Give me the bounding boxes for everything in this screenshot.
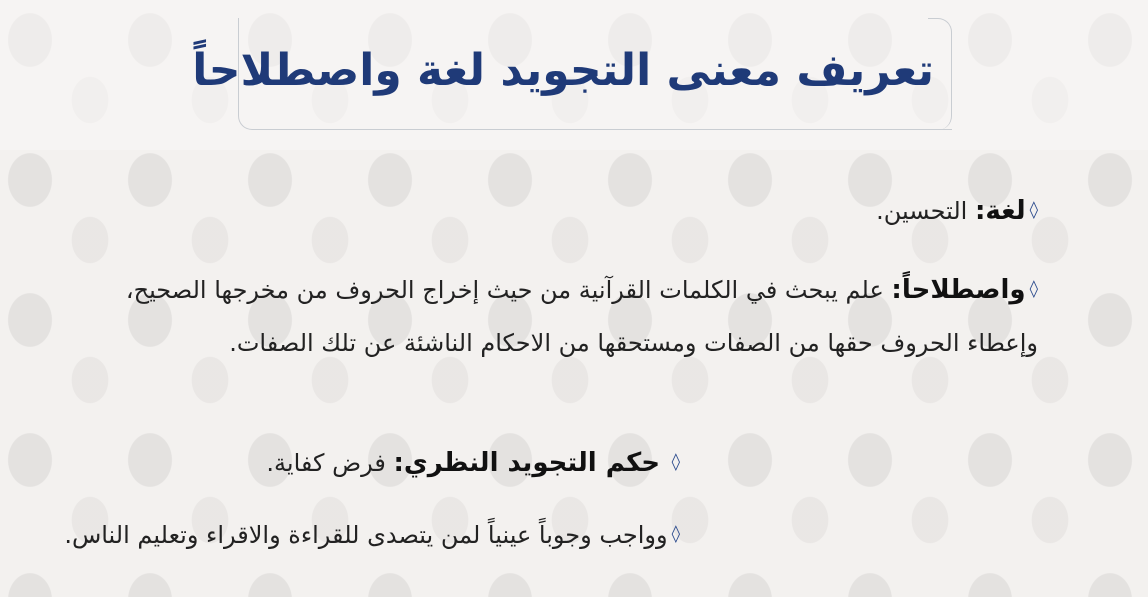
item-label: لغة:	[974, 196, 1026, 226]
item-text: وواجب وجوباً عينياً لمن يتصدى للقراءة والاقراء وتعليم الناس.	[64, 521, 668, 549]
item-label: حكم التجويد النظري:	[393, 448, 660, 478]
page-title: تعريف معنى التجويد لغة واصطلاحاً	[192, 45, 934, 96]
item-text: التحسين.	[876, 197, 968, 225]
list-item-ruling	[60, 444, 680, 483]
diamond-bullet-icon: ◊	[1029, 279, 1038, 299]
item-text: علم يبحث في الكلمات القرآنية من حيث إخراج الحروف من مخرجها الصحيح، وإعطاء الحروف حقها من الصفات ومستحقها من الاحكام الناشئة عن تلك الصفات.	[125, 276, 1038, 357]
diamond-bullet-icon: ◊	[1029, 200, 1038, 220]
diamond-bullet-icon: ◊	[671, 524, 680, 544]
item-text: فرض كفاية.	[266, 449, 386, 477]
list-item-obligation	[40, 516, 680, 555]
item-label: واصطلاحاً:	[891, 275, 1026, 305]
diamond-bullet-icon: ◊	[671, 452, 680, 472]
list-item-terminology	[78, 264, 1038, 369]
list-item-language	[78, 192, 1038, 231]
